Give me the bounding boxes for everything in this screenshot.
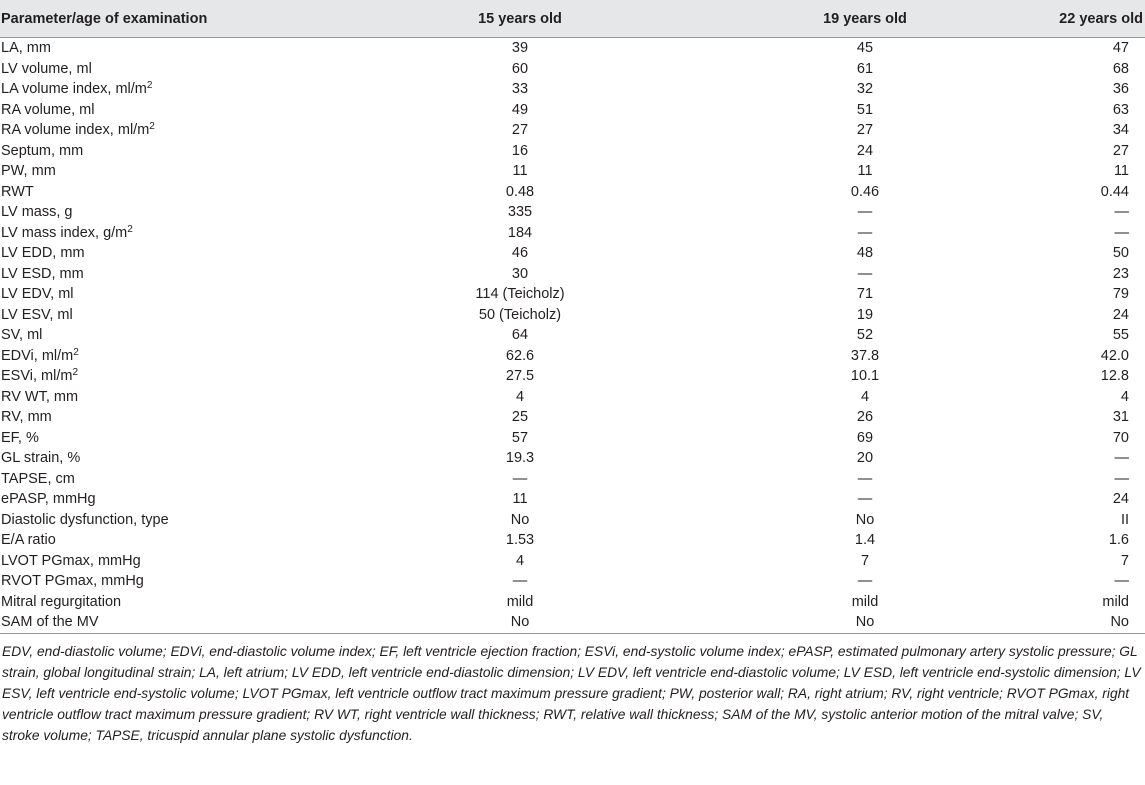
value-19-years: 45 [856,40,874,57]
parameter-cell [0,407,380,428]
value-19-years: 4 [860,388,870,405]
value-22-years: 24 [1112,306,1129,323]
parameter-label: RVOT PGmax, mmHg [1,573,144,590]
value-19-years: No [620,612,970,633]
value-19-years: No [855,511,875,528]
unit-superscript: 2 [72,367,79,379]
unit-superscript: 2 [146,80,153,92]
header-22-years: 22 years old [970,0,1145,38]
value-15-years: mild [506,593,534,610]
value-22-years: 34 [1112,122,1129,139]
value-15-years: — [512,470,528,487]
parameter-label: LV ESD, mm [1,265,84,282]
value-15-years: No [380,612,620,633]
value-22-years: 23 [1112,265,1129,282]
value-22-years: 7 [1120,552,1129,569]
unit-superscript: 2 [127,223,133,235]
value-22-years: — [1114,204,1129,221]
table-row [0,510,1145,531]
parameter-cell [0,305,380,326]
value-15-years: 39 [511,40,529,57]
value-22-years: — [1114,470,1129,487]
table-row [0,387,1145,408]
value-15-years: 11 [512,163,528,180]
value-15-years: — [512,573,528,590]
parameter-label: SV, ml [1,327,43,344]
parameter-label: RWT [1,183,34,200]
parameter-cell [0,592,380,613]
parameter-cell [0,530,380,551]
parameter-cell [0,551,380,572]
parameter-label: ESVi, ml/m [1,368,73,385]
table-row [0,141,1145,162]
value-19-years: 48 [856,245,874,262]
parameter-cell [0,264,380,285]
parameter-cell [0,428,380,449]
table-row [0,551,1145,572]
value-19-years: 11 [857,163,873,180]
value-19-years: 26 [856,409,874,426]
parameter-label: RA volume index, ml/m [1,122,150,139]
header-15-years: 15 years old [380,0,620,38]
value-22-years: 12.8 [1100,368,1129,385]
value-19-years: 1.4 [854,532,876,549]
value-15-years: 33 [511,81,529,98]
parameter-label: LV EDV, ml [1,286,74,303]
parameter-label: RV WT, mm [1,388,79,405]
table-row [0,161,1145,182]
value-22-years: 31 [1112,409,1129,426]
value-22-years: 42.0 [1100,347,1129,364]
unit-superscript: 2 [73,346,79,358]
value-22-years: 47 [1112,40,1129,57]
table-row [0,284,1145,305]
value-19-years: 52 [856,327,874,344]
parameter-cell [0,366,380,387]
table-row [0,79,1145,100]
value-19-years: — [857,265,873,282]
value-19-years: 27 [856,122,874,139]
value-22-years: mild [1102,593,1129,610]
value-15-years: 27 [511,122,529,139]
table-body [0,38,1145,634]
header-19-years: 19 years old [620,0,970,38]
value-22-years: 1.6 [1108,532,1129,549]
parameter-label: SAM of the MV [1,614,99,631]
table-row [0,448,1145,469]
value-15-years: 0.48 [505,183,535,200]
parameter-label: Diastolic dysfunction, type [1,511,169,528]
value-15-years: 30 [511,265,529,282]
parameter-label: LV mass, g [1,204,73,221]
table-row [0,407,1145,428]
value-22-years: 70 [1112,429,1129,446]
parameter-cell [0,489,380,510]
table-row [0,469,1145,490]
parameter-label: LV mass index, g/m [1,224,128,241]
table-row [0,100,1145,121]
parameter-cell [0,161,380,182]
parameter-cell [0,38,380,59]
value-19-years: — [857,491,873,508]
parameter-label: LA, mm [1,40,51,57]
value-15-years: 19.3 [505,450,535,467]
parameter-cell [0,469,380,490]
table-row [0,59,1145,80]
parameter-cell [0,284,380,305]
parameter-label: LA volume index, ml/m [1,81,147,98]
value-15-years: 335 [507,204,533,221]
value-22-years: 27 [1112,142,1129,159]
value-15-years: No [510,511,530,528]
value-15-years: 62.6 [505,347,535,364]
parameter-label: ePASP, mmHg [1,491,96,508]
parameter-cell [0,100,380,121]
value-15-years: 46 [511,245,529,262]
value-22-years: No [970,612,1145,633]
value-22-years: — [1114,224,1129,241]
parameter-cell [0,182,380,203]
value-15-years: 57 [511,429,529,446]
value-22-years: 4 [1120,388,1129,405]
parameter-label: RA volume, ml [1,101,95,118]
table-row [0,571,1145,592]
value-15-years: 4 [515,388,525,405]
parameter-cell [0,612,380,633]
value-22-years: 68 [1112,60,1129,77]
value-15-years: 49 [511,101,529,118]
parameter-cell [0,448,380,469]
value-15-years: 114 (Teicholz) [475,286,565,303]
parameter-label: LV EDD, mm [1,245,85,262]
parameter-label: E/A ratio [1,532,56,549]
parameter-cell [0,141,380,162]
parameter-label: EF, % [1,429,39,446]
value-19-years: — [857,224,873,241]
parameter-label: LV ESV, ml [1,306,73,323]
value-15-years: 184 [507,224,533,241]
parameter-cell [0,120,380,141]
parameter-cell [0,243,380,264]
value-22-years: 0.44 [1100,183,1129,200]
table-row [0,223,1145,244]
table-row [0,366,1145,387]
parameter-label: TAPSE, cm [1,470,75,487]
value-15-years: 50 (Teicholz) [478,306,562,323]
table-row [0,428,1145,449]
table-row [0,305,1145,326]
parameter-label: Septum, mm [1,142,84,159]
value-22-years: 11 [1113,163,1129,180]
table-row [0,592,1145,613]
parameter-cell [0,510,380,531]
value-15-years: 11 [512,491,528,508]
unit-superscript: 2 [149,121,155,133]
value-19-years: — [857,573,873,590]
parameter-cell [0,79,380,100]
value-22-years: — [1114,573,1129,590]
table-row [0,38,1145,59]
parameter-label: EDVi, ml/m [1,347,74,364]
value-19-years: — [857,204,873,221]
value-19-years: — [857,470,873,487]
value-22-years: 36 [1112,81,1129,98]
value-19-years: 51 [856,101,874,118]
table-row [0,182,1145,203]
value-19-years: 61 [856,60,874,77]
value-22-years: 63 [1112,101,1129,118]
value-15-years: 27.5 [505,368,535,385]
value-22-years: 24 [1112,491,1129,508]
table-row [0,530,1145,551]
parameter-cell [0,571,380,592]
value-19-years: 19 [856,306,874,323]
value-15-years: 4 [515,552,525,569]
value-15-years: 60 [511,60,529,77]
parameter-cell [0,346,380,367]
value-19-years: mild [851,593,879,610]
value-19-years: 10.1 [850,368,880,385]
parameter-cell [0,223,380,244]
value-22-years: II [1120,511,1129,528]
table-row [0,612,1145,633]
value-22-years: 50 [1112,245,1129,262]
table-header [0,0,1145,38]
parameter-label: PW, mm [1,163,56,180]
value-19-years: 24 [856,142,874,159]
value-15-years: 16 [511,142,529,159]
table-row [0,264,1145,285]
parameter-label: GL strain, % [1,450,81,467]
value-15-years: 1.53 [505,532,535,549]
parameter-label: Mitral regurgitation [1,593,122,610]
table-row [0,489,1145,510]
value-22-years: — [1114,450,1129,467]
table-row [0,202,1145,223]
value-22-years: 55 [1112,327,1129,344]
table-row [0,346,1145,367]
parameter-cell [0,202,380,223]
parameter-label: LV volume, ml [1,60,92,77]
header-parameter: Parameter/age of examination [0,0,380,38]
parameter-cell [0,325,380,346]
value-19-years: 0.46 [850,183,880,200]
parameter-cell [0,59,380,80]
table-footnote: EDV, end-diastolic volume; EDVi, end-diastolic volume index; EF, left ventricle ejection fraction; ESVi, end-systolic volume index; ePASP, estimated pulmonary artery systolic pressure; GL strain, global longitudinal strain; LA, left atrium; LV EDD, left ventricle end-diastolic dimension; LV EDV, left ventricle end-diastolic volume; LV ESD, left ventricle end-systolic dimension; LV ESV, left ventricle end-systolic volume; LVOT PGmax, left ventricle outflow tract maximum pressure gradient; PW, posterior wall; RA, right atrium; RV, right ventricle; RVOT PGmax, right ventricle outflow tract maximum pressure gradient; RV WT, right ventricle wall thickness; RWT, relative wall thickness; SAM of the MV, systolic anterior motion of the mitral valve; SV, stroke volume; TAPSE, tricuspid annular plane systolic dysfunction. [2,643,1141,743]
value-19-years: 32 [856,81,874,98]
parameter-label: RV, mm [1,409,52,426]
parameter-label: LVOT PGmax, mmHg [1,552,141,569]
value-19-years: 37.8 [850,347,880,364]
value-15-years: 64 [511,327,529,344]
value-22-years: 79 [1112,286,1129,303]
value-19-years: 7 [860,552,870,569]
parameter-cell [0,387,380,408]
value-19-years: 20 [856,450,874,467]
table-row [0,325,1145,346]
table-row [0,120,1145,141]
table-row [0,243,1145,264]
value-19-years: 71 [856,286,874,303]
value-15-years: 25 [511,409,529,426]
value-19-years: 69 [856,429,874,446]
